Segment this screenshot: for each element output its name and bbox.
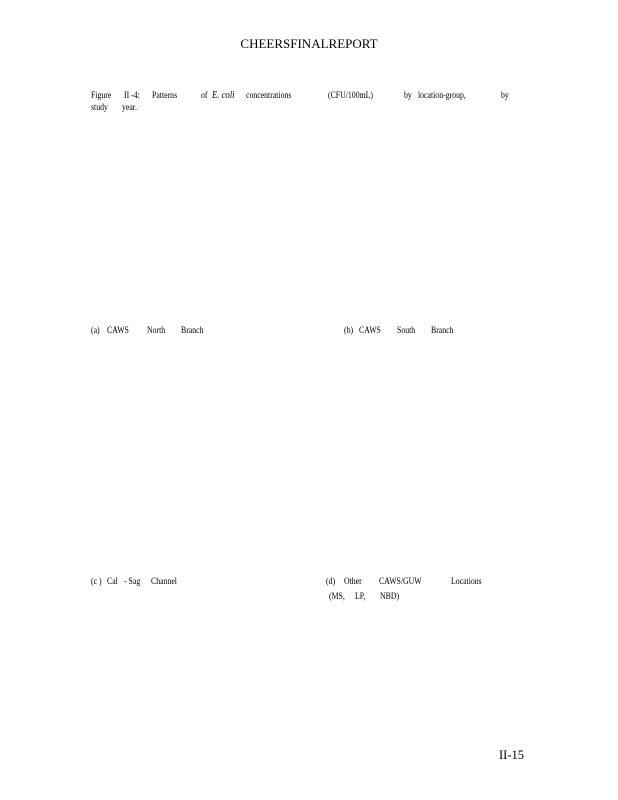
caption-word: Figure bbox=[91, 91, 112, 101]
caption-word: location-group, bbox=[418, 91, 466, 101]
page-number: II-15 bbox=[499, 748, 524, 762]
caption-species-name: E. coli bbox=[212, 90, 235, 101]
panel-label-word: Branch bbox=[181, 326, 204, 336]
panel-label-word: Channel bbox=[151, 577, 177, 587]
panel-label-word: Other bbox=[344, 577, 362, 587]
caption-units: (CFU/100mL) bbox=[328, 91, 374, 101]
caption-word: concentrations bbox=[246, 91, 292, 101]
panel-label-word: Branch bbox=[431, 326, 454, 336]
panel-label-word: NBD) bbox=[380, 592, 400, 602]
panel-label-word: CAWS bbox=[359, 326, 381, 336]
panel-label-word: Cal bbox=[107, 577, 118, 587]
panel-label-word: South bbox=[397, 326, 416, 336]
caption-word: by bbox=[501, 91, 509, 101]
panel-label-word: North bbox=[147, 326, 166, 336]
panel-label-word: CAWS bbox=[107, 326, 129, 336]
caption-word: study bbox=[91, 103, 108, 113]
panel-label-word: - Sag bbox=[124, 577, 141, 587]
panel-label-word: Locations bbox=[451, 577, 482, 587]
panel-letter: (b) bbox=[344, 326, 354, 336]
report-header: CHEERSFINALREPORT bbox=[240, 36, 378, 51]
panel-letter: (d) bbox=[326, 577, 336, 587]
caption-word: of bbox=[201, 91, 208, 101]
caption-word: year. bbox=[122, 103, 137, 113]
panel-label-word: CAWS/GUW bbox=[379, 577, 422, 587]
caption-figure-number: II -4: bbox=[124, 91, 140, 101]
panel-letter: (c ) bbox=[91, 577, 102, 587]
panel-label-word: (MS, bbox=[329, 592, 345, 602]
caption-word: by bbox=[404, 91, 412, 101]
caption-word: Patterns bbox=[152, 91, 178, 101]
panel-letter: (a) bbox=[91, 326, 100, 336]
panel-label-word: LP, bbox=[355, 592, 366, 602]
